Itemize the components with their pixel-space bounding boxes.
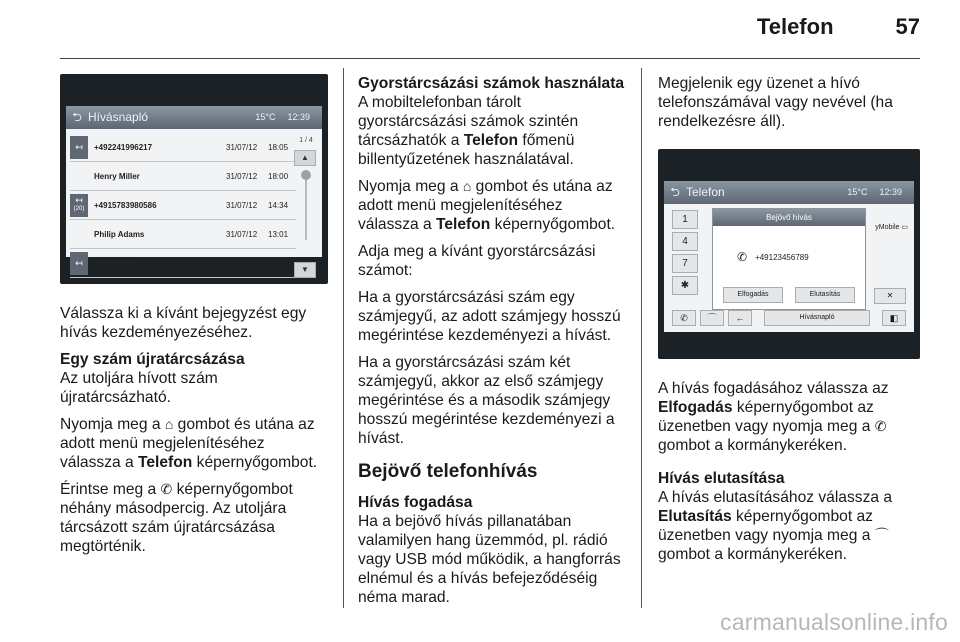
call-log-date: 31/07/12 xyxy=(226,258,258,268)
paragraph: Ha a bejövő hívás pillanatában valamilyen hang üzemmód, pl. rádió vagy USB mód működik, a hangforrás elnémul és a hívás befejeződéséig néma marad. xyxy=(358,513,621,606)
column-2 xyxy=(358,74,626,615)
paragraph: A hívás fogadásához válassza az Elfogadás képernyőgombot az üzenetben vagy nyomja meg a ✆ gombot a kormánykeréken. xyxy=(658,380,889,454)
back-arrow-icon: ⮌ xyxy=(72,110,82,124)
volume-icon: ◧ xyxy=(882,310,906,326)
call-log-time: 14:34 xyxy=(268,200,289,210)
popup-buttons xyxy=(723,287,855,303)
call-log-scroller xyxy=(294,131,318,274)
call-log-caller: Philip Adams xyxy=(94,229,145,239)
section-heading: Egy szám újratárcsázása xyxy=(60,351,245,368)
popup-title: Bejövő hívás xyxy=(713,209,865,226)
paragraph: Az utoljára hívott szám újratárcsázható. xyxy=(60,370,218,406)
mobile-label: yMobile ▭ xyxy=(875,224,908,231)
call-type-icon: ↤ xyxy=(70,252,88,275)
call-log-time: 18:00 xyxy=(268,171,289,181)
page-header xyxy=(757,14,920,40)
phone-icon: ✆ xyxy=(737,250,748,264)
call-log-date: 31/07/12 xyxy=(226,200,258,210)
hangup-icon: ⌒ xyxy=(700,310,724,326)
paragraph: Nyomja meg a ⌂ gombot és utána az adott menü megjelenítéséhez válassza a Telefon képernyőgombot. xyxy=(60,416,318,471)
call-log-titlebar xyxy=(66,106,322,129)
paragraph: Adja meg a kívánt gyorstárcsázási számot: xyxy=(358,243,596,279)
scroll-thumb xyxy=(301,170,311,180)
paragraph: Érintse meg a ✆ képernyőgombot néhány másodpercig. Az utoljára tárcsázott szám újratárcsázása megtörténik. xyxy=(60,481,293,555)
key-1: 1 xyxy=(672,210,698,229)
accept-button: Elfogadás xyxy=(723,287,783,303)
phone-icon: ✆ xyxy=(160,481,173,497)
key-7: 7 xyxy=(672,254,698,273)
section-heading: Hívás elutasítása xyxy=(658,470,785,487)
call-log-row xyxy=(70,133,296,162)
battery-icon: ▭ xyxy=(901,224,908,231)
call-log-caller: +4915783980586 xyxy=(94,200,157,210)
column-1 xyxy=(60,74,328,564)
call-icon: ✆ xyxy=(672,310,696,326)
header-rule xyxy=(60,58,920,59)
back-arrow-icon: ⮌ xyxy=(670,185,680,199)
call-log-list xyxy=(70,133,296,278)
scroll-down-icon: ▼ xyxy=(294,262,316,278)
backspace-icon: ← xyxy=(728,310,752,326)
steering-call-icon: ✆ xyxy=(874,418,887,434)
column-divider xyxy=(641,68,642,608)
paragraph: Megjelenik egy üzenet a hívó telefonszámával vagy nevével (ha rendelkezésre áll). xyxy=(658,75,893,130)
column-divider xyxy=(343,68,344,608)
mute-mic-icon: ✕ xyxy=(874,288,906,304)
steering-hangup-icon: ⌒ xyxy=(874,527,889,543)
paragraph: Nyomja meg a ⌂ gombot és utána az adott menü megjelenítéséhez válassza a Telefon képernyőgombot. xyxy=(358,178,616,233)
popup-caller xyxy=(737,248,865,267)
keypad xyxy=(672,210,698,298)
call-log-title: Hívásnapló xyxy=(88,110,149,124)
call-log-date: 31/07/12 xyxy=(226,229,258,239)
paragraph: Ha a gyorstárcsázási szám egy számjegyű, az adott számjegy hosszú megérintése kezdeményezi a hívást. xyxy=(358,289,621,344)
incoming-call-popup xyxy=(712,208,866,310)
call-log-time: 13:01 xyxy=(268,229,289,239)
caller-number: +49123456789 xyxy=(755,253,809,262)
home-key-icon: ⌂ xyxy=(164,416,174,432)
phone-titlebar xyxy=(664,181,914,204)
call-log-caller: John Smith xyxy=(94,258,138,268)
scroll-track xyxy=(305,170,307,240)
paragraph: Válassza ki a kívánt bejegyzést egy hívás kezdeményezéséhez. xyxy=(60,305,307,341)
column-3 xyxy=(658,74,920,572)
call-log-caller: Henry Miller xyxy=(94,171,140,181)
call-log-date: 31/07/12 xyxy=(226,142,258,152)
scroll-up-icon: ▲ xyxy=(294,150,316,166)
paragraph: A hívás elutasításához válassza a Elutasítás képernyőgombot az üzenetben vagy nyomja meg a ⌒ gombot a kormánykeréken. xyxy=(658,489,893,563)
reject-button: Elutasítás xyxy=(795,287,855,303)
call-log-caller: +492241996217 xyxy=(94,142,153,152)
temperature: 15°C xyxy=(255,112,276,122)
call-log-row xyxy=(70,249,296,278)
call-type-empty xyxy=(70,223,88,246)
watermark: carmanualsonline.info xyxy=(720,609,948,635)
phone-bottom-bar xyxy=(672,310,906,326)
call-type-icon: ↤ xyxy=(70,136,88,159)
page-indicator: 1 / 4 xyxy=(299,137,313,144)
section-title: Bejövő telefonhívás xyxy=(358,461,538,482)
call-log-body xyxy=(66,129,322,274)
clock: 12:39 xyxy=(879,187,902,197)
call-log-row xyxy=(70,162,296,191)
call-log-row xyxy=(70,220,296,249)
call-log-time: 13:00 xyxy=(268,258,289,268)
page-title: Telefon xyxy=(756,14,834,39)
call-log-screenshot xyxy=(60,74,328,284)
clock: 12:39 xyxy=(287,112,310,122)
call-log-date: 31/07/12 xyxy=(226,171,258,181)
call-log-row xyxy=(70,191,296,220)
home-key-icon: ⌂ xyxy=(462,178,472,194)
incoming-call-screenshot xyxy=(658,149,920,359)
phone-body xyxy=(664,204,914,332)
section-heading: Gyorstárcsázási számok használata xyxy=(358,75,625,92)
section-heading: Hívás fogadása xyxy=(358,494,473,511)
phone-title: Telefon xyxy=(686,185,725,199)
call-type-empty xyxy=(70,165,88,188)
history-button: Hívásnapló xyxy=(764,310,870,326)
paragraph: Ha a gyorstárcsázási szám két számjegyű, akkor az első számjegy megérintése és a második számjegy hosszú megérintése kezdeményezi a hívást. xyxy=(358,354,615,447)
call-type-icon: ↤ (20) xyxy=(70,194,88,217)
call-log-time: 18:05 xyxy=(268,142,289,152)
paragraph: A mobiltelefonban tárolt gyorstárcsázási számok szintén tárcsázhatók a Telefon főmenü billentyűzetének használatával. xyxy=(358,94,579,168)
key-4: 4 xyxy=(672,232,698,251)
key-star: ✱ xyxy=(672,276,698,295)
page-number: 57 xyxy=(895,14,920,39)
temperature: 15°C xyxy=(847,187,868,197)
